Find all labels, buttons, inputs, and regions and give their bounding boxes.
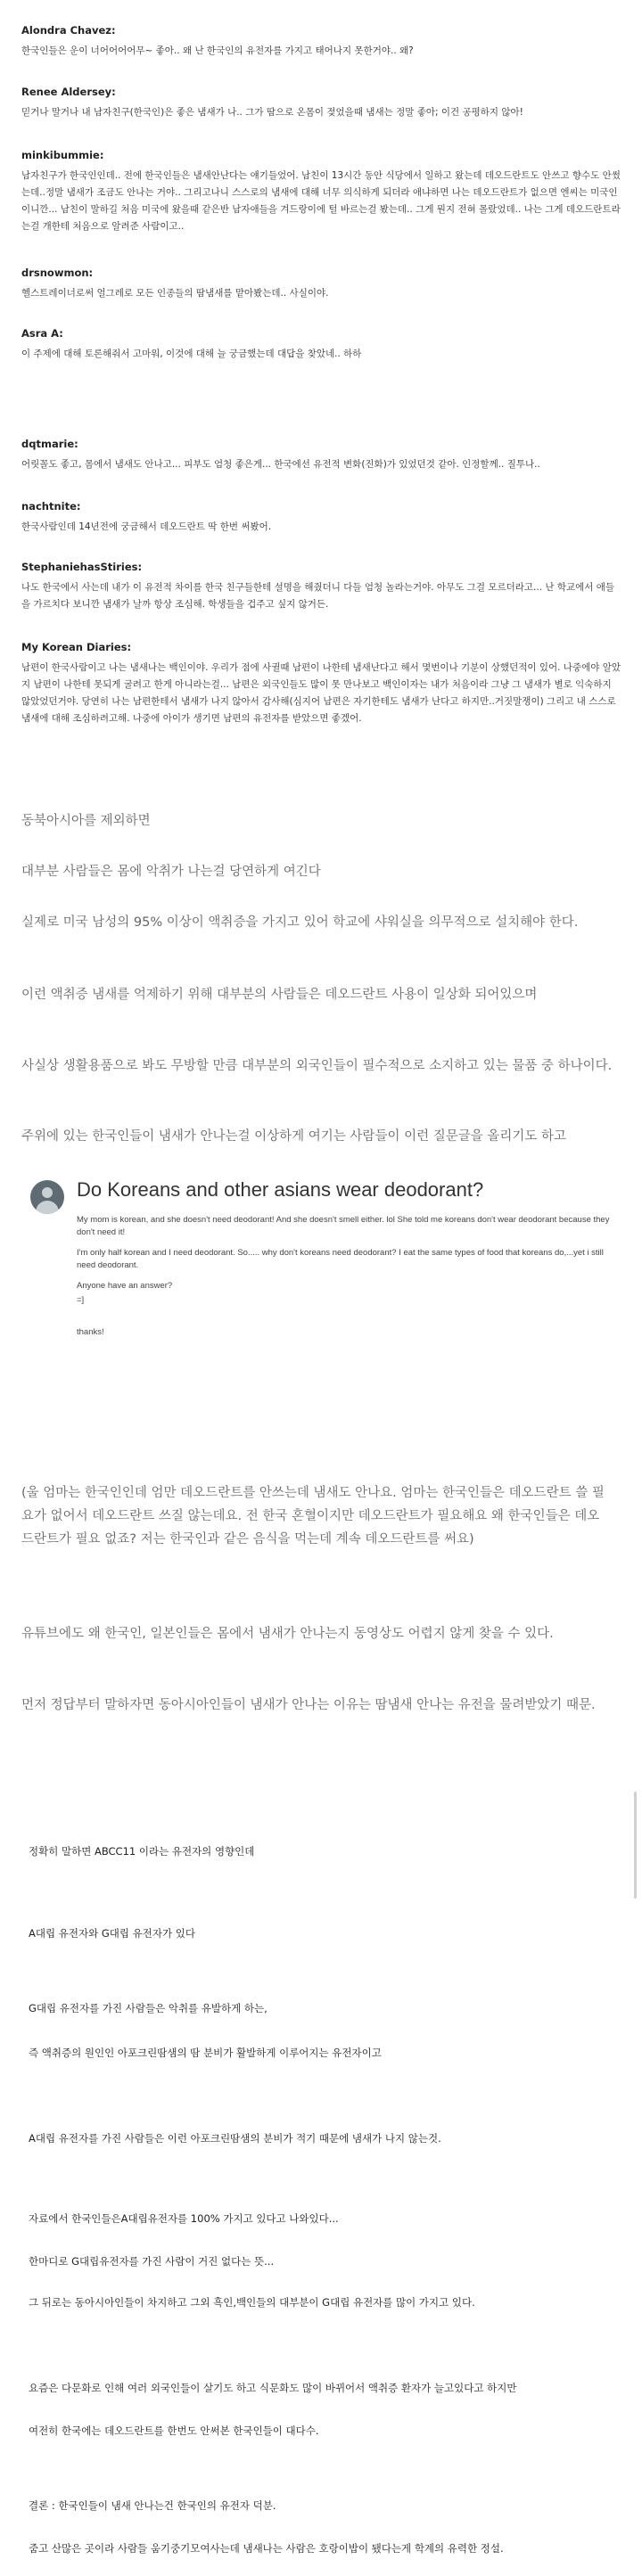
body-paragraph: 유튜브에도 왜 한국인, 일본인들은 몸에서 냄새가 안나는지 동영상도 어렵지 않게 찾을 수 있다. [21,1627,554,1641]
comment-author: My Korean Diaries: [21,641,132,653]
question-title: Do Koreans and other asians wear deodorant? [77,1178,484,1201]
question-line: Anyone have an answer? [77,1281,173,1291]
comment-author: nachtnite: [21,500,81,513]
fact-line: 자료에서 한국인들은A대립유전자를 100% 가지고 있다고 나와있다... [29,2212,339,2225]
translation-paragraph: (울 엄마는 한국인인데 엄만 데오드란트를 안쓰는데 냄새도 안나요. 엄마는 한국인들은 데오드란트 쓸 필요가 없어서 데오드란트 쓰질 않는데요. 전 한국 혼혈이지만 데오드란트가 필요해요 왜 한국인들은 데오드란트가 필요 없죠? 저는 한국인과 같은 음식을 먹는데 계속 데오드란트를 써요) [21,1486,605,1546]
question-line: thanks! [77,1327,104,1337]
fact-line: 여전히 한국에는 데오드란트를 한번도 안써본 한국인들이 대다수. [29,2424,319,2437]
comment-author: StephaniehasStiries: [21,561,143,573]
comment [21,560,623,613]
question-screenshot [21,1177,628,1404]
fact-line: 요즘은 다문화로 인해 여러 외국인들이 살기도 하고 식문화도 많이 바뀌어서 액취증 환자가 늘고있다고 하지만 [29,2382,517,2394]
fact-line: 결론 : 한국인들이 냄새 안나는건 한국인의 유전자 덕분. [29,2499,276,2512]
body-paragraph: 사실상 생활용품으로 봐도 무방할 만큼 대부분의 외국인들이 필수적으로 소지하고 있는 물품 중 하나이다. [21,1059,613,1073]
fact-line: 정확히 말하면 ABCC11 이라는 유전자의 영향인데 [29,1845,255,1858]
body-paragraph: 실제로 미국 남성의 95% 이상이 액취증을 가지고 있어 학교에 샤워실을 의무적으로 설치해야 한다. [21,915,579,930]
user-avatar-icon [30,1180,64,1214]
comment-author: Renee Aldersey: [21,86,116,98]
comment-author: drsnowmon: [21,267,94,279]
comment-text: 한국사람인데 14년전에 궁금해서 데오드란트 딱 한번 써봤어. [21,521,272,532]
body-paragraph: 주위에 있는 한국인들이 냄새가 안나는걸 이상하게 여기는 사람들이 이런 질문글을 올리기도 하고 [21,1129,566,1144]
question-body [77,1214,612,1347]
fact-line: 그 뒤로는 동아시아인들이 차지하고 그외 흑인,백인들의 대부분이 G대립 유전자를 많이 가지고 있다. [29,2296,475,2309]
comment [21,85,623,121]
fact-line: 줌고 산많은 곳이라 사람들 움기중기모여사는데 냄새나는 사람은 호랑이밥이 됐다는게 학계의 유력한 정설. [29,2542,504,2555]
fact-line: A대립 유전자를 가진 사람들은 이런 아포크린땀샘의 분비가 적기 때문에 냄새가 나지 않는것. [29,2132,441,2145]
comment [21,640,623,727]
body-paragraph: 동북아시아를 제외하면 [21,814,151,828]
comment-author: minkibummie: [21,149,104,161]
comment-author: Alondra Chavez: [21,24,116,37]
comment-text: 헬스트레이너로써 얼그레로 모든 인종들의 땀냄새를 맡아봤는데.. 사실이야. [21,288,329,299]
question-line: =] [77,1295,85,1305]
comment-text: 남자친구가 한국인인데.. 전에 한국인들은 냄새안난다는 얘기들었어. 남친이 13시간 동안 식당에서 일하고 왔는데 데오드란트도 안쓰고 향수도 안썼는데..정말 냄새가 조금도 안나는 거야.. 그리고나니 스스로의 냄새에 대해 너무 의식하게 되더라 애냐하면 나는 데오드란트가 없으면 엔씨는 미국인이니깐... 남친이 말하길 처음 미국에 왔을때 같은반 남자애들을 겨드랑이에 털 바르는걸 봤는데.. 그게 뭔지 전혀 몰랐었데.. 나는 그게 데오드란트라는걸 개한테 처음으로 알려준 사람이고.. [21,170,621,232]
comment-text: 믿거나 말거나 내 남자친구(한국인)은 좋은 냄새가 나.. 그가 땀으로 온몸이 젖었을때 냄새는 정말 좋아; 이건 공평하지 않아! [21,107,523,118]
comment [21,437,623,473]
fact-line: A대립 유전자와 G대립 유전자가 있다 [29,1927,195,1940]
comment [21,326,623,363]
fact-line: G대립 유전자를 가진 사람들은 악취를 유발하게 하는, [29,2002,268,2014]
fact-line: 즉 액취증의 원인인 아포크린땀샘의 땀 분비가 활발하게 이루어지는 유전자이고 [29,2047,382,2059]
comment-text: 한국인들은 운이 너어어어어무~ 좋아.. 왜 난 한국인의 유전자를 가지고 태어나지 못한거야.. 왜? [21,45,414,56]
question-line: My mom is korean, and she doesn't need deodorant! And she doesn't smell either. lol She told me koreans don't wear deodorant because they don't need it! [77,1215,610,1237]
comment-author: Asra A: [21,327,63,340]
comments-section [0,0,642,807]
body-paragraph: 먼저 정답부터 말하자면 동아시아인들이 냄새가 안나는 이유는 땀냄새 안나는 유전을 물려받았기 때문. [21,1698,596,1712]
scrollbar[interactable] [634,1792,637,1899]
comment-text: 나도 한국에서 사는데 내가 이 유전적 차이를 한국 친구들한테 설명을 해줬더니 다들 엄청 놀라는거야. 아무도 그걸 모르더라고... 난 학교에서 애들을 가르치다 보니깐 냄새가 날까 항상 조심해. 학생들을 겁주고 싶지 않거든. [21,582,615,610]
comment-author: dqtmarie: [21,438,78,450]
comment [21,148,623,235]
fact-line: 한마디로 G대립유전자를 가진 사람이 거진 없다는 뜻... [29,2255,275,2268]
question-line: I'm only half korean and I need deodorant. So..... why don't koreans need deodorant? I eat the same types of food that koreans do,...yet i still need deodorant. [77,1248,604,1270]
body-paragraph: 대부분 사람들은 몸에 악취가 나는걸 당연하게 여긴다 [21,865,321,879]
body-paragraph: 이런 액취증 냄새를 억제하기 위해 대부분의 사람들은 데오드란트 사용이 일상화 되어있으며 [21,988,538,1002]
comment [21,23,623,60]
comment [21,499,623,536]
comment-text: 이 주제에 대해 토론해줘서 고마워, 이것에 대해 늘 궁금했는데 대답을 찾았네.. 하하 [21,349,362,359]
comment-text: 남편이 한국사람이고 나는 냄새나는 백인이야. 우리가 점에 사귈때 남편이 나한테 냄새난다고 해서 몇번이나 기분이 상했던적이 있어. 나중에야 알았지 남편이 나한테 못되게 굴려고 한게 아니라는걸... 남편은 외국인들도 많이 못 만나보고 백인이자는 내가 처음이라 그냥 그 냄새가 별로 익숙하지 않았었던거야. 당연히 나는 남편한테서 냄새가 나지 않아서 감사해(심지어 남편은 자기한테도 냄새가 난다고 하지만..거짓말쟁이) 그리고 내 스스로 냄새에 대해 조심하려고해. 나중에 아이가 생기면 남편의 유전자를 받았으면 좋겠어. [21,662,621,724]
comment-text: 어릿꼴도 좋고, 몸에서 냄새도 안나고... 피부도 엄청 좋은게... 한국에선 유전적 변화(진화)가 있었던것 같아. 인정할께.. 질투나.. [21,459,540,470]
comment [21,266,623,302]
